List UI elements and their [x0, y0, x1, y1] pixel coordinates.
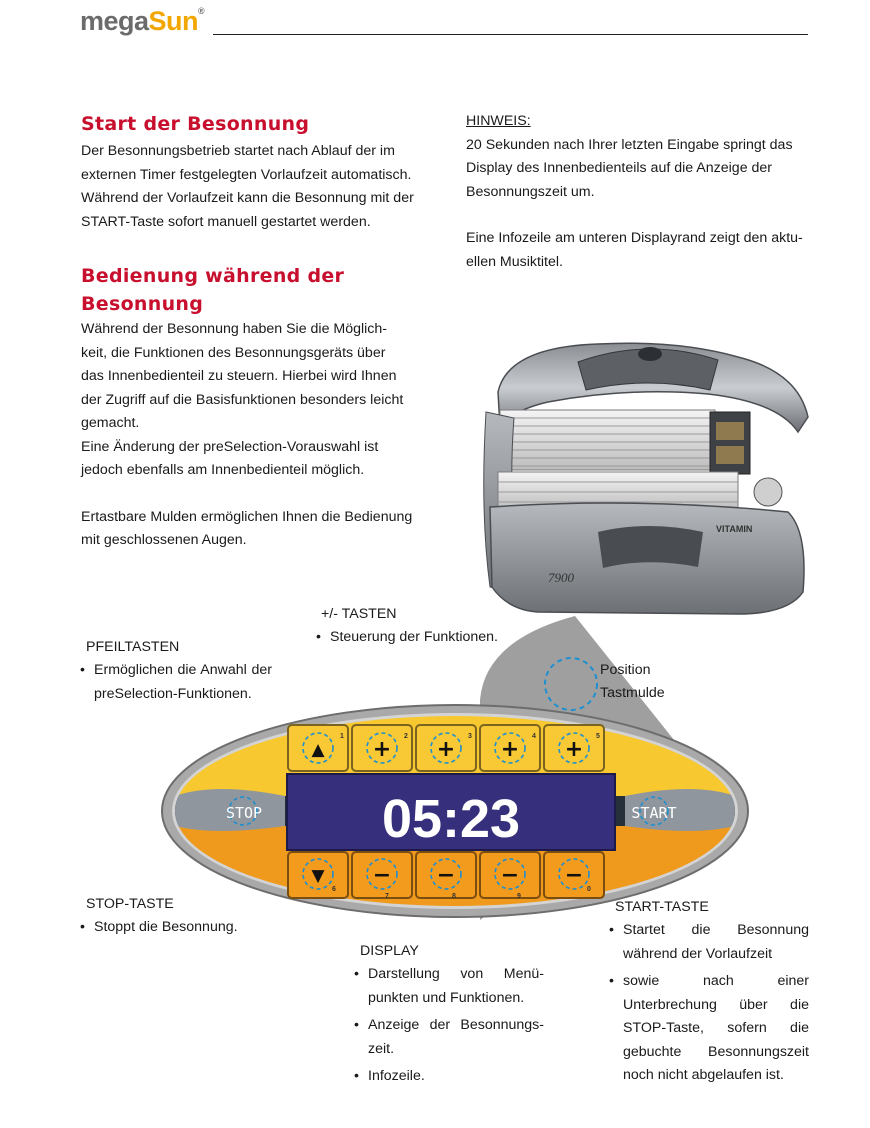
stop-title: STOP-TASTE — [86, 896, 174, 912]
start-button[interactable]: START — [631, 804, 677, 822]
header-rule — [213, 34, 808, 35]
plus-icon: + — [500, 737, 520, 762]
key-number: 2 — [404, 733, 408, 740]
head-speaker — [638, 347, 662, 361]
plus-minus-list: • Steuerung der Funktionen. — [316, 626, 516, 650]
minus-icon: − — [500, 863, 520, 888]
key-number: 3 — [468, 733, 472, 740]
brand-logo: megaSun® — [80, 6, 205, 36]
display-title: DISPLAY — [360, 943, 419, 959]
minus-icon: − — [436, 863, 456, 888]
arrows-list: • Ermöglichen die Anwahl der preSelection-Funktionen. — [80, 659, 272, 706]
stop-list: • Stoppt die Besonnung. — [80, 916, 280, 940]
start-list: • Startet die Besonnung während der Vorlaufzeit • sowie nach einer Unterbrechung über die STOP-Taste, sofern die gebuchte Besonnungszeit noch nicht abgelaufen ist. — [609, 919, 809, 1088]
operation-section-title: Bedienung während der Besonnung — [81, 265, 345, 315]
photo-model-label: 7900 — [548, 570, 574, 585]
operation-section-text: Während der Besonnung haben Sie die Möglich- keit, die Funktionen des Besonnungsgeräts über das Innenbedienteil zu steuern. Hierbei wird Ihnen der Zugriff auf die Basisfunktionen besonders leicht gemacht. Eine Änderung der preSelection-Vorauswahl ist jedoch ebenfalls am Innenbedienteil möglich. Ertastbare Mulden ermöglichen Ihnen die Bedienung mit geschlossenen Augen. — [81, 321, 413, 548]
note-heading: HINWEIS: — [466, 113, 531, 129]
start-section-title: Start der Besonnung — [81, 113, 310, 135]
key-number: 5 — [596, 733, 600, 740]
arrow-down-icon: ▼ — [311, 866, 325, 886]
stop-button[interactable]: STOP — [225, 804, 263, 822]
key-number: 9 — [517, 893, 521, 900]
start-title: START-TASTE — [615, 899, 709, 915]
plus-minus-title: +/- TASTEN — [321, 606, 397, 622]
display-time: 05:23 — [381, 789, 521, 849]
position-label: Position Tastmulde — [600, 662, 665, 701]
plus-icon: + — [564, 737, 584, 762]
key-number: 4 — [532, 733, 536, 740]
control-panel-diagram — [155, 560, 755, 920]
key-number: 6 — [332, 886, 336, 893]
display-list: • Darstellung von Menü-punkten und Funktionen. • Anzeige der Besonnungs-zeit. • Infozeile. — [354, 963, 544, 1089]
plus-icon: + — [372, 737, 392, 762]
minus-icon: − — [564, 863, 584, 888]
key-number: 8 — [452, 893, 456, 900]
key-number: 7 — [385, 893, 389, 900]
arrow-up-icon: ▲ — [311, 740, 325, 760]
key-number: 0 — [587, 886, 591, 893]
start-section-text: Der Besonnungsbetrieb startet nach Ablauf der im externen Timer festgelegten Vorlaufzeit automatisch. Während der Vorlaufzeit kann die Besonnung mit der START-Taste sofort manuell gestartet werden. — [81, 143, 414, 230]
plus-icon: + — [436, 737, 456, 762]
photo-brand-label: VITAMIN — [716, 524, 753, 534]
arrows-title: PFEILTASTEN — [86, 639, 180, 655]
minus-icon: − — [372, 863, 392, 888]
note-block: HINWEIS: 20 Sekunden nach Ihrer letzten Eingabe springt das Display des Innenbedienteils auf die Anzeige der Besonnungszeit um. Eine Infozeile am unteren Displayrand zeigt den aktu- ellen Musiktitel. — [466, 110, 809, 274]
key-number: 1 — [340, 733, 344, 740]
